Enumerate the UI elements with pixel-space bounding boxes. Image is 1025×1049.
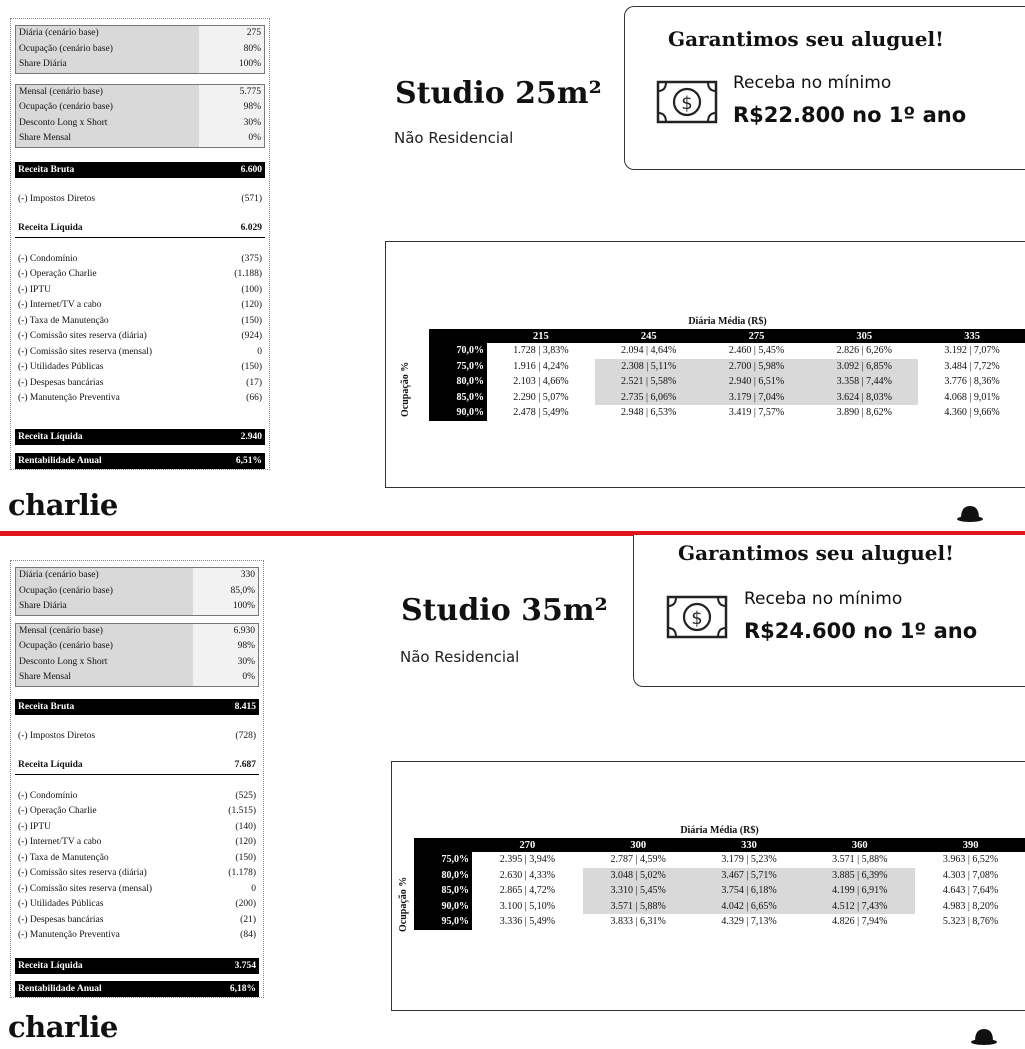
row-label: (-) Utilidades Públicas — [18, 362, 104, 372]
deduction-row — [15, 329, 265, 345]
matrix-row — [429, 359, 1025, 375]
row-label: (-) Manutenção Preventiva — [18, 393, 120, 403]
sheet-row — [16, 655, 258, 671]
matrix-caption: Diária Média (R$) — [688, 316, 767, 327]
matrix-cell: 3.467 | 5,71% — [694, 868, 805, 884]
row-label: Ocupação (cenário base) — [16, 639, 193, 655]
receita-bruta-bar — [15, 699, 259, 715]
sensitivity-matrix — [386, 242, 1025, 487]
svg-text:$: $ — [691, 608, 703, 629]
sheet-row — [16, 42, 264, 58]
row-label: (-) Condomínio — [18, 253, 78, 264]
deduction-row — [15, 804, 259, 820]
row-label: (-) Taxa de Manutenção — [18, 315, 109, 326]
matrix-column-header: 390 — [915, 838, 1025, 852]
deduction-row — [15, 882, 259, 898]
deduction-row — [15, 252, 265, 268]
deduction-row — [15, 267, 265, 283]
matrix-cell: 3.833 | 6,31% — [610, 916, 666, 928]
studio-title: Studio 35m² — [401, 593, 608, 628]
matrix-ylabel: Ocupação % — [398, 876, 409, 932]
row-label: Receita Bruta — [18, 164, 75, 175]
matrix-header-row — [429, 329, 1025, 343]
row-label: Receita Líquida — [18, 223, 83, 233]
row-label: (-) Internet/TV a cabo — [18, 300, 102, 310]
guarantee-line1: Receba no mínimo — [744, 589, 903, 609]
financial-sheet — [10, 18, 270, 470]
receita-liquida-row — [15, 758, 259, 775]
matrix-column-header: 270 — [472, 838, 583, 852]
matrix-cell: 3.100 | 5,10% — [499, 900, 556, 912]
bowler-hat-icon — [969, 1026, 999, 1046]
deduction-row — [15, 376, 265, 392]
row-label: Share Mensal — [16, 670, 193, 686]
matrix-column-header: 360 — [804, 838, 915, 852]
row-value: (140) — [235, 821, 256, 832]
matrix-row — [429, 374, 1025, 390]
sheet-row — [16, 131, 264, 147]
matrix-cell: 4.983 | 8,20% — [942, 900, 999, 912]
matrix-row — [414, 883, 1025, 899]
row-label: Mensal (cenário base) — [16, 85, 199, 101]
studio-panel-35 — [0, 537, 1025, 1049]
matrix-cell: 3.179 | 7,04% — [703, 390, 811, 406]
matrix-cell: 3.336 | 5,49% — [499, 916, 556, 928]
row-value: 0% — [199, 131, 264, 147]
receita-liquida-row — [15, 221, 265, 238]
row-value: (525) — [235, 790, 256, 801]
rentabilidade-bar — [15, 981, 259, 997]
row-value: 330 — [193, 568, 258, 584]
row-label: Ocupação (cenário base) — [16, 584, 193, 600]
matrix-cell: 2.735 | 6,06% — [595, 390, 703, 406]
daily-box — [15, 25, 265, 74]
matrix-cell: 4.643 | 7,64% — [942, 885, 999, 897]
sensitivity-frame — [385, 241, 1025, 488]
matrix-cell: 2.460 | 5,45% — [728, 345, 785, 357]
row-value: 6.029 — [240, 223, 262, 233]
row-value: (1.515) — [228, 806, 256, 816]
row-label: (-) IPTU — [18, 821, 51, 832]
deduction-row — [15, 345, 265, 361]
matrix-column-header: 300 — [583, 838, 694, 852]
row-value: (375) — [241, 253, 262, 264]
impostos-row — [15, 192, 265, 208]
row-value: (120) — [235, 837, 256, 847]
row-value: (150) — [241, 315, 262, 326]
matrix-column-header: 330 — [694, 838, 805, 852]
matrix-cell: 2.948 | 6,53% — [621, 407, 677, 419]
guarantee-title: Garantimos seu aluguel! — [678, 541, 954, 565]
deduction-row — [15, 391, 265, 407]
matrix-row-label: 70,0% — [429, 343, 487, 359]
row-value: (100) — [241, 284, 262, 295]
matrix-cell: 2.103 | 4,66% — [513, 376, 569, 388]
deduction-row — [15, 913, 259, 929]
row-label: (-) Comissão sites reserva (diária) — [18, 331, 147, 341]
bowler-hat-icon — [955, 503, 985, 523]
row-label: Share Diária — [16, 57, 199, 73]
matrix-row-label: 80,0% — [429, 374, 487, 390]
row-value: 6,51% — [235, 455, 262, 466]
matrix-cell: 3.192 | 7,07% — [944, 345, 1000, 357]
matrix-cell: 3.092 | 6,85% — [810, 359, 918, 375]
row-label: Ocupação (cenário base) — [16, 42, 199, 58]
studio-subtitle: Não Residencial — [400, 648, 520, 666]
row-label: (-) Despesas bancárias — [18, 377, 104, 388]
row-label: Mensal (cenário base) — [16, 624, 193, 640]
matrix-cell: 2.478 | 5,49% — [513, 407, 569, 419]
matrix-row-label: 75,0% — [414, 852, 472, 868]
matrix-cell: 3.571 | 5,88% — [832, 854, 888, 866]
sheet-row — [16, 85, 264, 101]
rentabilidade-bar — [15, 453, 265, 469]
matrix-row-label: 75,0% — [429, 359, 487, 375]
row-value: 0 — [251, 883, 256, 894]
matrix-cell: 2.521 | 5,58% — [595, 374, 703, 390]
matrix-column-header: 305 — [810, 329, 918, 343]
row-value: 6.600 — [240, 164, 262, 175]
matrix-column-header: 335 — [918, 329, 1025, 343]
matrix-cell: 2.940 | 6,51% — [703, 374, 811, 390]
deduction-row — [15, 314, 265, 330]
row-label: (-) Internet/TV a cabo — [18, 837, 102, 847]
guarantee-card — [624, 6, 1025, 170]
matrix-row — [429, 405, 1025, 421]
matrix-row — [414, 868, 1025, 884]
matrix-cell: 1.728 | 3,83% — [513, 345, 569, 357]
financial-sheet — [10, 560, 264, 998]
matrix-cell: 3.484 | 7,72% — [944, 360, 1000, 372]
row-value: (17) — [246, 377, 262, 388]
row-value: (150) — [241, 362, 262, 372]
matrix-cell: 4.360 | 9,66% — [944, 407, 1000, 419]
row-label: (-) Comissão sites reserva (diária) — [18, 868, 147, 878]
matrix-row-label: 90,0% — [429, 405, 487, 421]
row-value: (84) — [240, 930, 256, 940]
matrix-column-header: 245 — [595, 329, 703, 343]
matrix-cell: 3.310 | 5,45% — [583, 883, 694, 899]
row-label: (-) IPTU — [18, 284, 51, 295]
sheet-row — [16, 100, 264, 116]
matrix-cell: 4.068 | 9,01% — [944, 391, 1000, 403]
matrix-cell: 2.826 | 6,26% — [836, 345, 892, 357]
guarantee-amount: R$22.800 no 1º ano — [733, 103, 967, 127]
row-label: (-) Utilidades Públicas — [18, 899, 104, 909]
row-value: 100% — [199, 57, 264, 73]
matrix-column-header: 215 — [487, 329, 595, 343]
matrix-table — [429, 329, 1025, 421]
row-label: Desconto Long x Short — [16, 116, 199, 132]
sheet-row — [16, 116, 264, 132]
monthly-box — [15, 623, 259, 687]
matrix-cell: 2.290 | 5,07% — [513, 391, 569, 403]
row-label: Share Mensal — [16, 131, 199, 147]
matrix-cell: 4.512 | 7,43% — [804, 899, 915, 915]
matrix-cell: 3.776 | 8,36% — [944, 376, 1000, 388]
row-label: Receita Líquida — [18, 960, 83, 971]
matrix-cell: 4.199 | 6,91% — [804, 883, 915, 899]
row-label: (-) Taxa de Manutenção — [18, 852, 109, 863]
row-label: (-) Comissão sites reserva (mensal) — [18, 346, 153, 357]
matrix-cell: 4.042 | 6,65% — [694, 899, 805, 915]
matrix-cell: 2.700 | 5,98% — [703, 359, 811, 375]
row-label: (-) Condomínio — [18, 790, 78, 801]
deduction-row — [15, 835, 259, 851]
matrix-row-label: 85,0% — [414, 883, 472, 899]
matrix-cell: 1.916 | 4,24% — [513, 360, 569, 372]
row-value: (571) — [241, 193, 262, 204]
studio-title: Studio 25m² — [395, 76, 602, 111]
row-label: (-) Operação Charlie — [18, 806, 97, 816]
matrix-table — [414, 838, 1025, 930]
guarantee-card — [633, 535, 1025, 687]
matrix-cell: 3.754 | 6,18% — [694, 883, 805, 899]
row-label: Receita Bruta — [18, 701, 75, 712]
row-value: 3.754 — [234, 960, 256, 971]
matrix-cell: 2.395 | 3,94% — [499, 854, 556, 866]
deduction-row — [15, 928, 259, 944]
receita-liquida-bar — [15, 958, 259, 974]
row-value: 2.940 — [240, 431, 262, 442]
row-label: Receita Líquida — [18, 431, 83, 442]
guarantee-line1: Receba no mínimo — [733, 73, 892, 93]
matrix-cell: 4.826 | 7,94% — [832, 916, 888, 928]
matrix-cell: 3.885 | 6,39% — [804, 868, 915, 884]
row-value: (200) — [235, 899, 256, 909]
matrix-column-header: 275 — [703, 329, 811, 343]
matrix-cell: 3.624 | 8,03% — [810, 390, 918, 406]
matrix-cell: 4.329 | 7,13% — [721, 916, 777, 928]
sensitivity-frame — [391, 761, 1025, 1011]
row-value: (1.188) — [234, 269, 262, 279]
matrix-cell: 3.179 | 5,23% — [721, 854, 777, 866]
matrix-cell: 2.787 | 4,59% — [610, 854, 666, 866]
charlie-logo: charlie — [8, 488, 118, 522]
matrix-row-label: 85,0% — [429, 390, 487, 406]
row-label: (-) Comissão sites reserva (mensal) — [18, 883, 153, 894]
matrix-row — [414, 852, 1025, 868]
row-value: (120) — [241, 300, 262, 310]
sheet-row — [16, 26, 264, 42]
row-value: 6,18% — [229, 983, 256, 994]
row-value: (66) — [246, 393, 262, 403]
row-label: Rentabilidade Anual — [18, 983, 102, 994]
row-value: (924) — [241, 331, 262, 341]
charlie-logo: charlie — [8, 1010, 118, 1044]
sheet-row — [16, 584, 258, 600]
row-label: (-) Impostos Diretos — [18, 193, 96, 204]
row-value: 6.930 — [193, 624, 258, 640]
receita-bruta-bar — [15, 162, 265, 178]
sheet-row — [16, 57, 264, 73]
svg-text:$: $ — [681, 93, 693, 114]
row-value: (728) — [235, 730, 256, 741]
monthly-box — [15, 84, 265, 148]
matrix-row — [414, 914, 1025, 930]
sensitivity-matrix — [392, 762, 1025, 1010]
impostos-row — [15, 729, 259, 745]
receita-liquida-bar — [15, 429, 265, 445]
sheet-row — [16, 624, 258, 640]
row-value: 7.687 — [234, 760, 256, 770]
row-label: (-) Impostos Diretos — [18, 730, 96, 741]
row-label: Share Diária — [16, 599, 193, 615]
matrix-row — [429, 343, 1025, 359]
matrix-caption: Diária Média (R$) — [680, 825, 759, 836]
matrix-row-label: 80,0% — [414, 868, 472, 884]
row-label: (-) Operação Charlie — [18, 269, 97, 279]
money-bill-icon — [665, 594, 729, 640]
row-value: 8.415 — [234, 701, 256, 712]
row-value: 85,0% — [193, 584, 258, 600]
deduction-row — [15, 866, 259, 882]
matrix-header-row — [414, 838, 1025, 852]
row-value: (21) — [240, 914, 256, 925]
deductions-list — [11, 789, 263, 944]
matrix-cell: 3.571 | 5,88% — [583, 899, 694, 915]
deductions-list — [11, 252, 269, 407]
row-value: 30% — [199, 116, 264, 132]
sheet-row — [16, 670, 258, 686]
row-label: (-) Despesas bancárias — [18, 914, 104, 925]
matrix-cell: 5.323 | 8,76% — [942, 916, 999, 928]
studio-subtitle: Não Residencial — [394, 129, 514, 147]
matrix-cell: 3.358 | 7,44% — [810, 374, 918, 390]
guarantee-title: Garantimos seu aluguel! — [668, 27, 944, 51]
row-label: Diária (cenário base) — [16, 568, 193, 584]
deduction-row — [15, 897, 259, 913]
deduction-row — [15, 283, 265, 299]
matrix-cell: 4.303 | 7,08% — [942, 869, 999, 881]
row-value: 98% — [193, 639, 258, 655]
row-label: Ocupação (cenário base) — [16, 100, 199, 116]
sheet-row — [16, 599, 258, 615]
row-value: 0 — [257, 346, 262, 357]
matrix-cell: 2.308 | 5,11% — [595, 359, 703, 375]
row-value: (1.178) — [228, 868, 256, 878]
matrix-cell: 3.048 | 5,02% — [583, 868, 694, 884]
row-value: 0% — [193, 670, 258, 686]
row-value: 98% — [199, 100, 264, 116]
matrix-cell: 2.865 | 4,72% — [499, 885, 556, 897]
row-label: (-) Manutenção Preventiva — [18, 930, 120, 940]
row-value: 5.775 — [199, 85, 264, 101]
row-value: 80% — [199, 42, 264, 58]
deduction-row — [15, 298, 265, 314]
row-value: (150) — [235, 852, 256, 863]
matrix-cell: 2.094 | 4,64% — [621, 345, 677, 357]
matrix-cell: 3.963 | 6,52% — [942, 854, 999, 866]
row-value: 100% — [193, 599, 258, 615]
row-label: Receita Líquida — [18, 760, 83, 770]
daily-box — [15, 567, 259, 616]
matrix-ylabel: Ocupação % — [400, 361, 411, 417]
sheet-row — [16, 639, 258, 655]
matrix-cell: 3.890 | 8,62% — [836, 407, 892, 419]
matrix-corner — [429, 329, 487, 343]
matrix-corner — [414, 838, 472, 852]
row-label: Diária (cenário base) — [16, 26, 199, 42]
matrix-cell: 2.630 | 4,33% — [499, 869, 556, 881]
deduction-row — [15, 360, 265, 376]
deduction-row — [15, 820, 259, 836]
matrix-row — [414, 899, 1025, 915]
deduction-row — [15, 851, 259, 867]
guarantee-amount: R$24.600 no 1º ano — [744, 619, 978, 643]
row-label: Desconto Long x Short — [16, 655, 193, 671]
money-bill-icon — [656, 79, 718, 125]
matrix-cell: 3.419 | 7,57% — [728, 407, 785, 419]
matrix-row-label: 95,0% — [414, 914, 472, 930]
row-value: 30% — [193, 655, 258, 671]
row-value: 275 — [199, 26, 264, 42]
matrix-row-label: 90,0% — [414, 899, 472, 915]
sheet-row — [16, 568, 258, 584]
matrix-row — [429, 390, 1025, 406]
row-label: Rentabilidade Anual — [18, 455, 102, 466]
deduction-row — [15, 789, 259, 805]
